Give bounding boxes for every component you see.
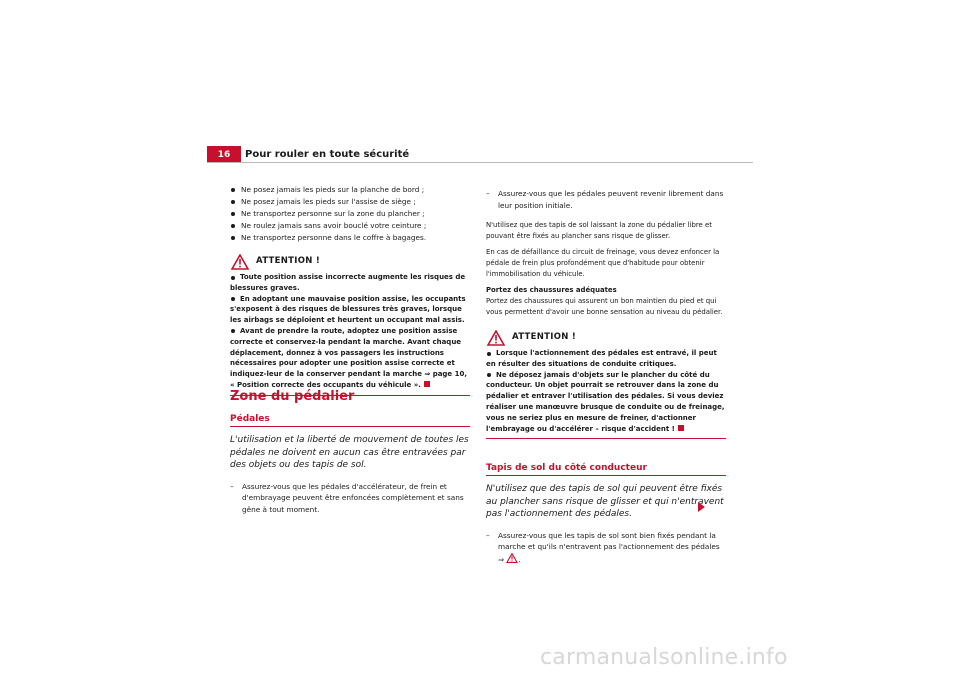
dash-marker: –: [230, 481, 234, 491]
warning-title: ATTENTION !: [512, 332, 577, 342]
right-column: [486, 184, 726, 565]
instruction-step: [486, 530, 726, 566]
warning-item: Toute position assise incorrecte augmente les risques de blessures graves.: [230, 272, 470, 294]
dash-marker: –: [486, 189, 490, 198]
warning-item: [230, 326, 470, 391]
page-header-title: Pour rouler en toute sécurité: [245, 149, 410, 160]
warning-item: [486, 370, 726, 435]
intro-text: N'utilisez que des tapis de sol qui peuvent être fixés au plancher sans risque de glisser et qui n'entravent pas l'actionnement des pédales.: [486, 484, 724, 520]
paragraph: Portez des chaussures qui assurent un bon maintien du pied et qui vous permettent d'avoir une bonne sensation au niveau du pédalier.: [486, 297, 723, 316]
header-divider: [207, 162, 753, 163]
continue-arrow-icon: [698, 502, 705, 512]
list-item: Ne posez jamais les pieds sur l'assise de siège ;: [230, 196, 470, 208]
warning-triangle-icon: [231, 254, 249, 270]
watermark: carmanualsonline.info: [540, 645, 788, 670]
warning-title: ATTENTION !: [256, 256, 321, 266]
subsection-title-pedals: Pédales: [230, 414, 470, 427]
left-column-lower: [230, 414, 470, 515]
page-number: 16: [207, 146, 241, 162]
list-item: Ne transportez personne dans le coffre à bagages.: [230, 232, 470, 244]
subsection-title-floor-mats: Tapis de sol du côté conducteur: [486, 463, 726, 476]
end-of-section-marker: [678, 425, 684, 431]
paragraph: N'utilisez que des tapis de sol laissant la zone du pédalier libre et pouvant être fixés au plancher sans risque de glisser.: [486, 221, 712, 240]
warning-triangle-icon: [487, 330, 505, 346]
instruction-step: [230, 481, 470, 516]
paragraph: En cas de défaillance du circuit de freinage, vous devez enfoncer la pédale de frein plus profondément que d'habitude pour obtenir l'immobilisation du véhicule.: [486, 248, 720, 278]
list-item: Ne posez jamais les pieds sur la planche de bord ;: [230, 184, 470, 196]
warning-item: En adoptant une mauvaise position assise, les occupants s'exposent à des risques de blessures très graves, lorsque les airbags se déploient et heurtent un occupant mal assis.: [230, 294, 470, 326]
warning-box-seating: [230, 252, 470, 396]
warning-item-text: Avant de prendre la route, adoptez une position assise correcte et conservez-la pendant la marche. Avant chaque déplacement, donnez à vos passagers les instructions nécessaires pour adopter une position assise correcte et indiquez-leur de la conserver pendant la marche ⇒ page 10, « Position correcte des occupants du véhicule ».: [230, 326, 468, 389]
warning-item-text: Ne déposez jamais d'objets sur le plancher du côté du conducteur. Un objet pourrait se retrouver dans la zone du pédalier et entraver l'utilisation des pédales. Si vous deviez réaliser une manœuvre brusque de conduite ou de freinage, vous ne seriez plus en mesure de freiner, d'actionner l'embrayage ou d'accélérer – risque d'accident !: [486, 370, 725, 433]
warning-box-pedals: [486, 328, 726, 439]
dash-marker: –: [486, 530, 490, 540]
left-column: [230, 184, 470, 396]
instruction-text: Assurez-vous que les pédales d'accélérateur, de frein et d'embrayage peuvent être enfoncées complètement et sans gêne à tout moment.: [242, 481, 464, 514]
instruction-step: [486, 188, 726, 211]
reference-arrow: ⇒: [498, 554, 505, 564]
warning-triangle-icon: [506, 553, 521, 564]
end-of-section-marker: [424, 381, 430, 387]
instruction-text: Assurez-vous que les pédales peuvent revenir librement dans leur position initiale.: [498, 189, 724, 210]
paragraph-heading: Portez des chaussures adéquates: [486, 286, 617, 294]
intro-text: L'utilisation et la liberté de mouvement de toutes les pédales ne doivent en aucun cas être entravées par des objets ou des tapis de sol.: [230, 435, 469, 470]
instruction-text: Assurez-vous que les tapis de sol sont bien fixés pendant la marche et qu'ils n'entravent pas l'actionnement des pédales: [498, 530, 720, 552]
warning-item: Lorsque l'actionnement des pédales est entravé, il peut en résulter des situations de conduite critiques.: [486, 348, 726, 370]
list-item: Ne transportez personne sur la zone du plancher ;: [230, 208, 470, 220]
safety-bullet-list: [230, 184, 470, 244]
reference-end: .: [518, 554, 521, 564]
list-item: Ne roulez jamais sans avoir bouclé votre ceinture ;: [230, 220, 470, 232]
section-title: Zone du pédalier: [230, 389, 355, 404]
